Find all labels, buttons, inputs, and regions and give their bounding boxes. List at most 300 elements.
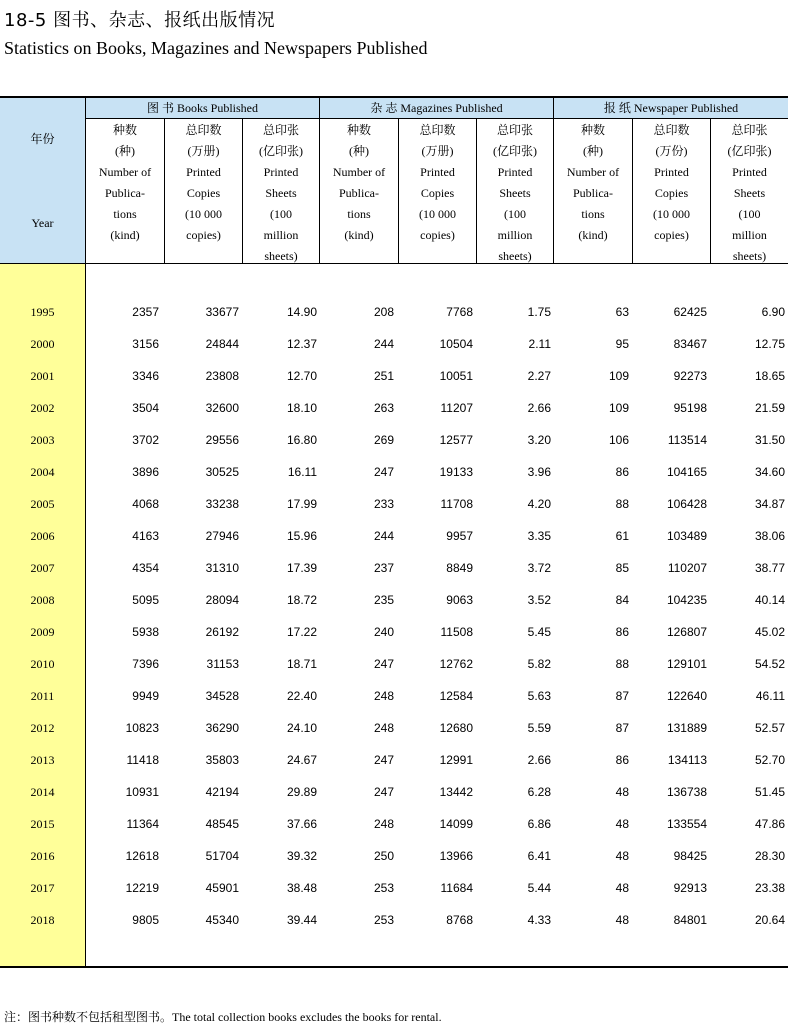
subheader-line: 种数 bbox=[346, 123, 371, 137]
year-header-en: Year bbox=[31, 216, 54, 230]
subheader-line: tions bbox=[113, 207, 137, 221]
table-row bbox=[0, 680, 788, 712]
row-year: 2005 bbox=[30, 497, 55, 511]
table-cell: 9805 bbox=[132, 913, 159, 927]
table-cell: 31153 bbox=[206, 657, 239, 671]
subheader-line: Sheets bbox=[499, 186, 531, 200]
subheader-line: Printed bbox=[263, 165, 299, 179]
table-cell: 86 bbox=[615, 625, 629, 639]
table-cell: 48 bbox=[615, 817, 629, 831]
subheader-line: 种数 bbox=[580, 123, 605, 137]
row-year: 2009 bbox=[30, 625, 55, 639]
table-cell: 248 bbox=[373, 817, 394, 831]
subheader-line: million bbox=[263, 228, 299, 242]
table-cell: 29.89 bbox=[286, 785, 317, 799]
subheader-line: copies) bbox=[654, 228, 689, 242]
table-cell: 2357 bbox=[132, 305, 159, 319]
subheader-line: (万份) bbox=[655, 144, 688, 158]
subheader-line: (kind) bbox=[578, 228, 608, 242]
table-cell: 5.59 bbox=[527, 721, 551, 735]
table-cell: 104235 bbox=[666, 593, 707, 607]
table-cell: 19133 bbox=[439, 465, 473, 479]
subheader-line: Printed bbox=[654, 165, 689, 179]
table-cell: 3504 bbox=[132, 401, 159, 415]
table-cell: 244 bbox=[373, 529, 394, 543]
statistics-table bbox=[0, 96, 788, 968]
year-header-cn: 年份 bbox=[30, 132, 55, 146]
table-cell: 253 bbox=[373, 913, 394, 927]
table-cell: 92273 bbox=[673, 369, 707, 383]
table-cell: 248 bbox=[373, 721, 394, 735]
table-row bbox=[0, 392, 788, 424]
row-year: 2006 bbox=[30, 529, 55, 543]
subheader-line: tions bbox=[581, 207, 605, 221]
subheader-line: (种) bbox=[115, 144, 135, 158]
table-cell: 3346 bbox=[132, 369, 159, 383]
sub-divider bbox=[710, 118, 711, 263]
row-year: 2017 bbox=[30, 881, 55, 895]
table-cell: 3896 bbox=[132, 465, 159, 479]
table-cell: 247 bbox=[373, 657, 394, 671]
subheader-line: 总印张 bbox=[262, 123, 299, 137]
table-cell: 110207 bbox=[667, 561, 707, 575]
row-year: 2018 bbox=[30, 913, 55, 927]
table-cell: 11708 bbox=[440, 497, 473, 511]
table-row bbox=[0, 520, 788, 552]
subheader-line: Copies bbox=[186, 186, 221, 200]
subheader-line: copies) bbox=[186, 228, 221, 242]
subheader-line: Printed bbox=[732, 165, 767, 179]
table-cell: 38.06 bbox=[754, 529, 785, 543]
table-cell: 28094 bbox=[205, 593, 239, 607]
subheader-magazines-0 bbox=[320, 120, 398, 263]
table-cell: 17.22 bbox=[286, 625, 317, 639]
table-cell: 40.14 bbox=[754, 593, 785, 607]
table-cell: 63 bbox=[615, 305, 629, 319]
subheader-line: Publica- bbox=[105, 186, 145, 200]
table-cell: 37.66 bbox=[286, 817, 317, 831]
row-year: 2008 bbox=[30, 593, 55, 607]
table-cell: 5.82 bbox=[527, 657, 551, 671]
group-header-newspapers: 报 纸 Newspaper Published bbox=[603, 101, 739, 115]
subheader-line: (亿印张) bbox=[493, 144, 537, 158]
table-cell: 6.28 bbox=[527, 785, 551, 799]
table-cell: 84 bbox=[615, 593, 629, 607]
table-cell: 24.10 bbox=[286, 721, 317, 735]
sub-divider bbox=[632, 118, 633, 263]
table-cell: 9063 bbox=[446, 593, 473, 607]
table-cell: 84801 bbox=[673, 913, 707, 927]
table-cell: 34.87 bbox=[754, 497, 785, 511]
sub-divider bbox=[242, 118, 243, 263]
table-row bbox=[0, 552, 788, 584]
table-cell: 61 bbox=[615, 529, 629, 543]
table-cell: 42194 bbox=[205, 785, 239, 799]
table-row bbox=[0, 776, 788, 808]
table-cell: 2.66 bbox=[527, 401, 551, 415]
table-row bbox=[0, 872, 788, 904]
table-cell: 263 bbox=[373, 401, 394, 415]
table-cell: 12584 bbox=[439, 689, 473, 703]
table-cell: 3.72 bbox=[527, 561, 551, 575]
subheader-line: Publica- bbox=[339, 186, 379, 200]
table-cell: 8768 bbox=[446, 913, 473, 927]
subheader-newspapers-0 bbox=[554, 120, 632, 263]
table-cell: 11418 bbox=[126, 753, 159, 767]
table-cell: 46.11 bbox=[755, 689, 785, 703]
group-header-magazines: 杂 志 Magazines Published bbox=[370, 101, 503, 115]
page-title-cn: 18-5 图书、杂志、报纸出版情况 bbox=[4, 10, 276, 31]
subheader-line: (100 bbox=[504, 207, 526, 221]
table-cell: 98425 bbox=[673, 849, 707, 863]
row-year: 2012 bbox=[30, 721, 55, 735]
group-divider-1 bbox=[319, 96, 320, 263]
table-cell: 248 bbox=[373, 689, 394, 703]
table-cell: 11508 bbox=[440, 625, 473, 639]
subheader-newspapers-1 bbox=[633, 120, 710, 263]
table-cell: 15.96 bbox=[286, 529, 317, 543]
table-cell: 22.40 bbox=[286, 689, 317, 703]
table-cell: 10051 bbox=[439, 369, 473, 383]
row-year: 2016 bbox=[30, 849, 55, 863]
table-cell: 23808 bbox=[205, 369, 239, 383]
table-cell: 87 bbox=[615, 689, 629, 703]
table-cell: 18.72 bbox=[286, 593, 317, 607]
row-year: 2014 bbox=[30, 785, 55, 799]
table-cell: 51.45 bbox=[754, 785, 785, 799]
subheader-line: (10 000 bbox=[185, 207, 222, 221]
subheader-books-1 bbox=[165, 120, 242, 263]
table-cell: 247 bbox=[373, 753, 394, 767]
row-year: 2010 bbox=[30, 657, 55, 671]
table-cell: 48 bbox=[615, 849, 629, 863]
table-cell: 3.35 bbox=[527, 529, 551, 543]
table-cell: 86 bbox=[615, 465, 629, 479]
table-cell: 5.63 bbox=[527, 689, 551, 703]
table-cell: 48545 bbox=[205, 817, 239, 831]
table-cell: 12.37 bbox=[286, 337, 317, 351]
table-cell: 3.96 bbox=[527, 465, 551, 479]
table-cell: 18.71 bbox=[286, 657, 317, 671]
table-cell: 5938 bbox=[132, 625, 159, 639]
table-cell: 237 bbox=[373, 561, 394, 575]
table-cell: 45.02 bbox=[754, 625, 785, 639]
table-cell: 11684 bbox=[440, 881, 473, 895]
subheader-line: (亿印张) bbox=[259, 144, 303, 158]
table-cell: 240 bbox=[373, 625, 394, 639]
subheader-line: 种数 bbox=[112, 123, 137, 137]
subheader-books-2 bbox=[243, 120, 319, 263]
table-cell: 103489 bbox=[666, 529, 707, 543]
table-cell: 3.20 bbox=[527, 433, 551, 447]
subheader-line: (100 bbox=[738, 207, 761, 221]
subheader-magazines-2 bbox=[477, 120, 553, 263]
table-cell: 36290 bbox=[205, 721, 239, 735]
subheader-line: (kind) bbox=[344, 228, 374, 242]
table-cell: 5.45 bbox=[527, 625, 551, 639]
table-row bbox=[0, 424, 788, 456]
subheader-books-0 bbox=[86, 120, 164, 263]
table-cell: 235 bbox=[373, 593, 394, 607]
table-cell: 11207 bbox=[440, 401, 473, 415]
table-cell: 247 bbox=[373, 785, 394, 799]
table-cell: 13966 bbox=[439, 849, 473, 863]
table-cell: 39.44 bbox=[286, 913, 317, 927]
table-cell: 52.70 bbox=[754, 753, 785, 767]
sub-divider bbox=[398, 118, 399, 263]
table-cell: 62425 bbox=[673, 305, 707, 319]
table-cell: 33677 bbox=[205, 305, 239, 319]
table-cell: 129101 bbox=[666, 657, 707, 671]
table-cell: 17.39 bbox=[286, 561, 317, 575]
row-year: 2015 bbox=[30, 817, 55, 831]
table-cell: 92913 bbox=[673, 881, 707, 895]
group-header-rule bbox=[86, 118, 788, 119]
table-row bbox=[0, 584, 788, 616]
table-cell: 13442 bbox=[439, 785, 473, 799]
subheader-line: Printed bbox=[497, 165, 533, 179]
table-cell: 34528 bbox=[205, 689, 239, 703]
table-cell: 48 bbox=[615, 913, 629, 927]
table-cell: 104165 bbox=[666, 465, 707, 479]
subheader-line: (种) bbox=[349, 144, 369, 158]
table-cell: 134113 bbox=[667, 753, 707, 767]
table-cell: 27946 bbox=[205, 529, 239, 543]
table-cell: 3.52 bbox=[527, 593, 551, 607]
table-cell: 33238 bbox=[205, 497, 239, 511]
table-row bbox=[0, 840, 788, 872]
row-year: 2011 bbox=[30, 689, 55, 703]
table-cell: 95198 bbox=[673, 401, 707, 415]
table-row bbox=[0, 648, 788, 680]
subheader-line: 总印数 bbox=[653, 123, 690, 137]
table-cell: 9957 bbox=[446, 529, 473, 543]
subheader-line: 总印数 bbox=[419, 123, 456, 137]
table-cell: 6.86 bbox=[527, 817, 551, 831]
table-cell: 31.50 bbox=[754, 433, 785, 447]
table-cell: 26192 bbox=[205, 625, 239, 639]
sub-divider bbox=[164, 118, 165, 263]
table-cell: 8849 bbox=[446, 561, 473, 575]
subheader-line: (万册) bbox=[421, 144, 454, 158]
table-cell: 6.41 bbox=[527, 849, 551, 863]
table-cell: 86 bbox=[615, 753, 629, 767]
table-row bbox=[0, 328, 788, 360]
table-cell: 9949 bbox=[132, 689, 159, 703]
table-cell: 2.11 bbox=[528, 337, 551, 351]
table-cell: 109 bbox=[608, 401, 629, 415]
table-cell: 5.44 bbox=[527, 881, 551, 895]
table-cell: 47.86 bbox=[754, 817, 785, 831]
table-cell: 4068 bbox=[132, 497, 159, 511]
table-cell: 233 bbox=[373, 497, 394, 511]
table-cell: 17.99 bbox=[286, 497, 317, 511]
table-cell: 88 bbox=[615, 497, 629, 511]
subheader-line: tions bbox=[347, 207, 371, 221]
subheader-line: sheets) bbox=[498, 249, 532, 263]
table-cell: 20.64 bbox=[754, 913, 785, 927]
table-cell: 251 bbox=[373, 369, 394, 383]
table-row bbox=[0, 616, 788, 648]
table-cell: 87 bbox=[615, 721, 629, 735]
row-year: 2000 bbox=[30, 337, 55, 351]
subheader-line: copies) bbox=[420, 228, 455, 242]
table-row bbox=[0, 808, 788, 840]
table-cell: 12219 bbox=[125, 881, 159, 895]
subheader-magazines-1 bbox=[399, 120, 476, 263]
table-cell: 131889 bbox=[666, 721, 707, 735]
table-cell: 11364 bbox=[126, 817, 159, 831]
table-cell: 29556 bbox=[205, 433, 239, 447]
table-cell: 95 bbox=[615, 337, 629, 351]
table-cell: 136738 bbox=[666, 785, 707, 799]
row-year: 2001 bbox=[30, 369, 55, 383]
subheader-newspapers-2 bbox=[711, 120, 788, 263]
table-cell: 48 bbox=[615, 785, 629, 799]
footnote: 注：图书种数不包括租型图书。The total collection books excludes the books for rental. bbox=[4, 1010, 442, 1024]
subheader-line: sheets) bbox=[732, 249, 767, 263]
table-cell: 253 bbox=[373, 881, 394, 895]
table-cell: 51704 bbox=[205, 849, 239, 863]
table-row bbox=[0, 360, 788, 392]
sub-divider bbox=[476, 118, 477, 263]
table-cell: 7396 bbox=[132, 657, 159, 671]
subheader-line: (种) bbox=[583, 144, 603, 158]
table-cell: 30525 bbox=[205, 465, 239, 479]
table-row bbox=[0, 744, 788, 776]
subheader-line: Number of bbox=[566, 165, 620, 179]
table-cell: 113514 bbox=[667, 433, 707, 447]
table-cell: 4.20 bbox=[527, 497, 551, 511]
row-year: 2004 bbox=[30, 465, 55, 479]
table-cell: 208 bbox=[373, 305, 394, 319]
table-cell: 14099 bbox=[439, 817, 473, 831]
table-cell: 18.10 bbox=[286, 401, 317, 415]
table-cell: 12.75 bbox=[754, 337, 785, 351]
table-cell: 133554 bbox=[666, 817, 707, 831]
table-cell: 3156 bbox=[132, 337, 159, 351]
subheader-line: Copies bbox=[420, 186, 455, 200]
table-cell: 16.11 bbox=[287, 465, 317, 479]
table-cell: 1.75 bbox=[527, 305, 551, 319]
table-cell: 35803 bbox=[205, 753, 239, 767]
subheader-line: Sheets bbox=[733, 186, 766, 200]
table-cell: 21.59 bbox=[754, 401, 785, 415]
table-cell: 244 bbox=[373, 337, 394, 351]
subheader-line: million bbox=[732, 228, 767, 242]
subheader-line: million bbox=[497, 228, 533, 242]
table-bottom-rule bbox=[0, 966, 788, 968]
table-cell: 2.66 bbox=[527, 753, 551, 767]
subheader-line: (kind) bbox=[110, 228, 140, 242]
subheader-line: Number of bbox=[98, 165, 152, 179]
year-header-cell bbox=[0, 96, 85, 263]
year-column-rule bbox=[85, 96, 86, 968]
table-cell: 4.33 bbox=[527, 913, 551, 927]
group-header-books: 图 书 Books Published bbox=[146, 101, 258, 115]
table-cell: 48 bbox=[615, 881, 629, 895]
table-cell: 122640 bbox=[666, 689, 707, 703]
table-cell: 38.48 bbox=[286, 881, 317, 895]
table-cell: 106428 bbox=[666, 497, 707, 511]
table-cell: 45901 bbox=[205, 881, 239, 895]
table-top-rule bbox=[0, 96, 788, 98]
table-cell: 52.57 bbox=[754, 721, 785, 735]
table-cell: 12618 bbox=[125, 849, 159, 863]
table-cell: 269 bbox=[373, 433, 394, 447]
subheader-line: Printed bbox=[186, 165, 221, 179]
table-cell: 31310 bbox=[205, 561, 239, 575]
subheader-line: 总印张 bbox=[731, 123, 768, 137]
table-cell: 6.90 bbox=[761, 305, 785, 319]
table-cell: 12.70 bbox=[286, 369, 317, 383]
table-cell: 10931 bbox=[125, 785, 159, 799]
subheader-line: 总印数 bbox=[185, 123, 222, 137]
table-row bbox=[0, 712, 788, 744]
table-cell: 12762 bbox=[439, 657, 473, 671]
table-cell: 10504 bbox=[439, 337, 473, 351]
table-cell: 24.67 bbox=[286, 753, 317, 767]
table-cell: 247 bbox=[373, 465, 394, 479]
page-title-en: Statistics on Books, Magazines and Newspapers Published bbox=[4, 38, 428, 58]
table-cell: 24844 bbox=[205, 337, 239, 351]
row-year: 2003 bbox=[30, 433, 55, 447]
subheader-line: (万册) bbox=[187, 144, 220, 158]
table-cell: 3702 bbox=[132, 433, 159, 447]
table-cell: 54.52 bbox=[754, 657, 785, 671]
row-year: 2002 bbox=[30, 401, 55, 415]
table-cell: 45340 bbox=[205, 913, 239, 927]
table-cell: 28.30 bbox=[754, 849, 785, 863]
group-divider-2 bbox=[553, 96, 554, 263]
table-cell: 109 bbox=[608, 369, 629, 383]
subheader-line: Printed bbox=[420, 165, 455, 179]
table-row bbox=[0, 904, 788, 936]
table-cell: 88 bbox=[615, 657, 629, 671]
table-cell: 14.90 bbox=[286, 305, 317, 319]
table-cell: 38.77 bbox=[754, 561, 785, 575]
table-cell: 5095 bbox=[132, 593, 159, 607]
table-cell: 106 bbox=[608, 433, 629, 447]
table-cell: 39.32 bbox=[286, 849, 317, 863]
row-year: 1995 bbox=[30, 305, 55, 319]
subheader-line: 总印张 bbox=[496, 123, 533, 137]
subheader-line: (亿印张) bbox=[727, 144, 772, 158]
subheader-line: (10 000 bbox=[419, 207, 456, 221]
table-cell: 4354 bbox=[132, 561, 159, 575]
subheader-line: (10 000 bbox=[653, 207, 690, 221]
row-year: 2007 bbox=[30, 561, 55, 575]
subheader-line: Publica- bbox=[573, 186, 613, 200]
subheader-line: (100 bbox=[270, 207, 292, 221]
table-cell: 85 bbox=[615, 561, 629, 575]
table-cell: 12991 bbox=[439, 753, 473, 767]
subheader-line: Copies bbox=[654, 186, 689, 200]
table-cell: 126807 bbox=[666, 625, 707, 639]
table-cell: 250 bbox=[373, 849, 394, 863]
table-cell: 16.80 bbox=[286, 433, 317, 447]
subheader-line: sheets) bbox=[264, 249, 298, 263]
table-row bbox=[0, 296, 788, 328]
table-cell: 12577 bbox=[439, 433, 473, 447]
table-cell: 10823 bbox=[125, 721, 159, 735]
table-row bbox=[0, 488, 788, 520]
table-row bbox=[0, 456, 788, 488]
table-cell: 23.38 bbox=[754, 881, 785, 895]
table-cell: 32600 bbox=[205, 401, 239, 415]
table-cell: 83467 bbox=[673, 337, 707, 351]
table-cell: 2.27 bbox=[527, 369, 551, 383]
